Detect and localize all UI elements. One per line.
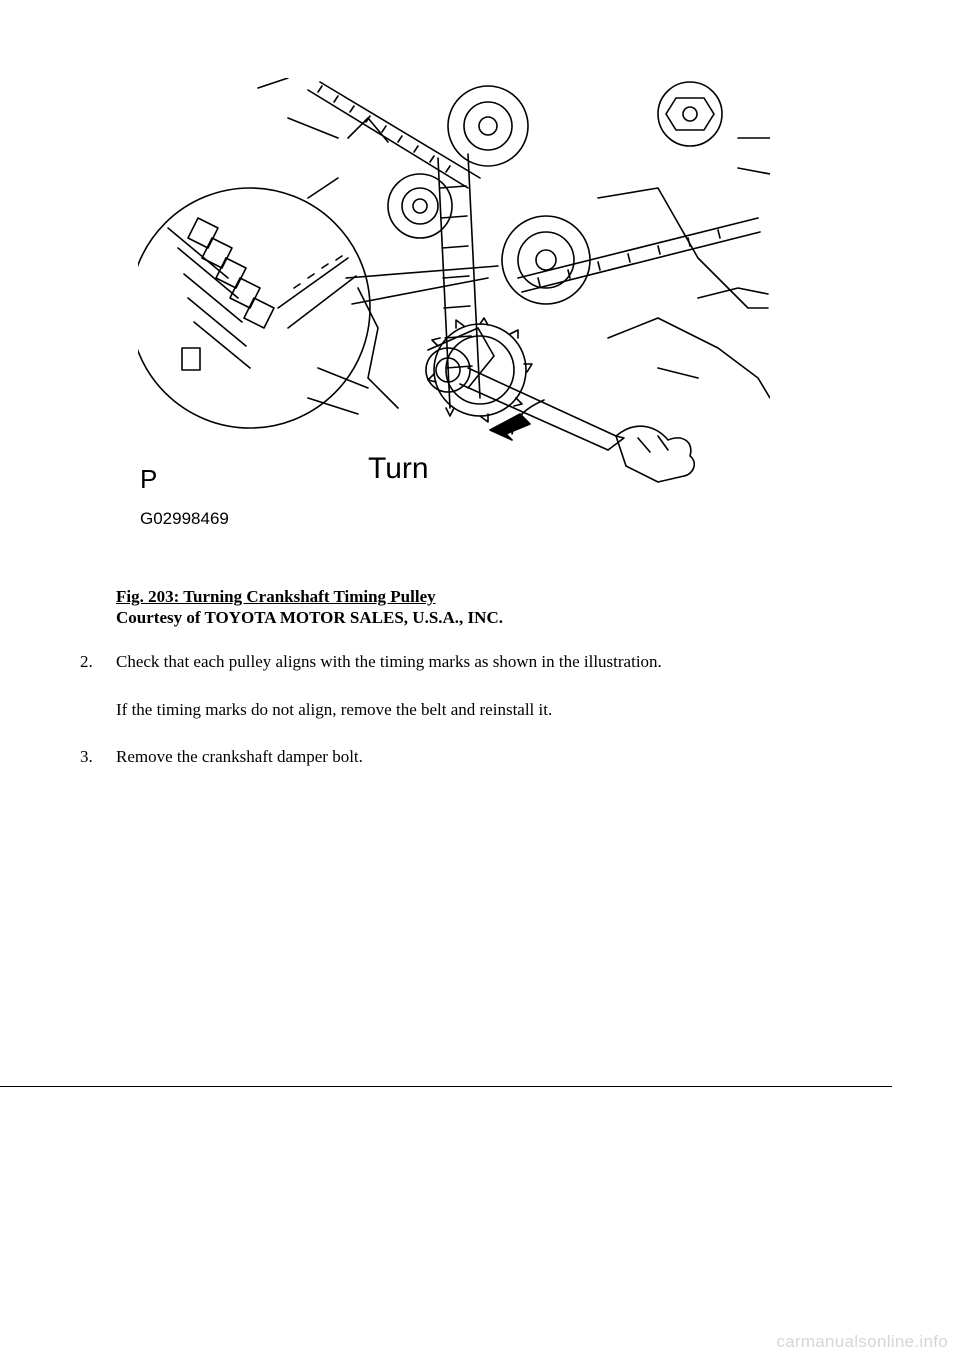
step-2-number: 2. xyxy=(80,652,93,671)
footer-divider xyxy=(0,1086,892,1087)
figure-image-code: G02998469 xyxy=(140,509,229,528)
site-watermark: carmanualsonline.info xyxy=(776,1332,948,1351)
step-3 xyxy=(80,746,363,767)
step-3-number: 3. xyxy=(80,747,93,766)
figure-caption-title[interactable]: Fig. 203: Turning Crankshaft Timing Pulley xyxy=(116,587,436,606)
step-2-text: Check that each pulley aligns with the timing marks as shown in the illustration. xyxy=(116,652,662,671)
step-2-note: If the timing marks do not align, remove the belt and reinstall it. xyxy=(116,700,553,719)
illustration-turning-crankshaft-pulley xyxy=(138,78,770,540)
figure-caption xyxy=(116,586,503,628)
step-2 xyxy=(80,651,662,672)
figure-caption-courtesy: Courtesy of TOYOTA MOTOR SALES, U.S.A., INC. xyxy=(116,608,503,627)
figure-corner-label: P xyxy=(140,464,158,494)
turn-callout-label: Turn xyxy=(368,452,429,485)
step-3-text: Remove the crankshaft damper bolt. xyxy=(116,747,363,766)
